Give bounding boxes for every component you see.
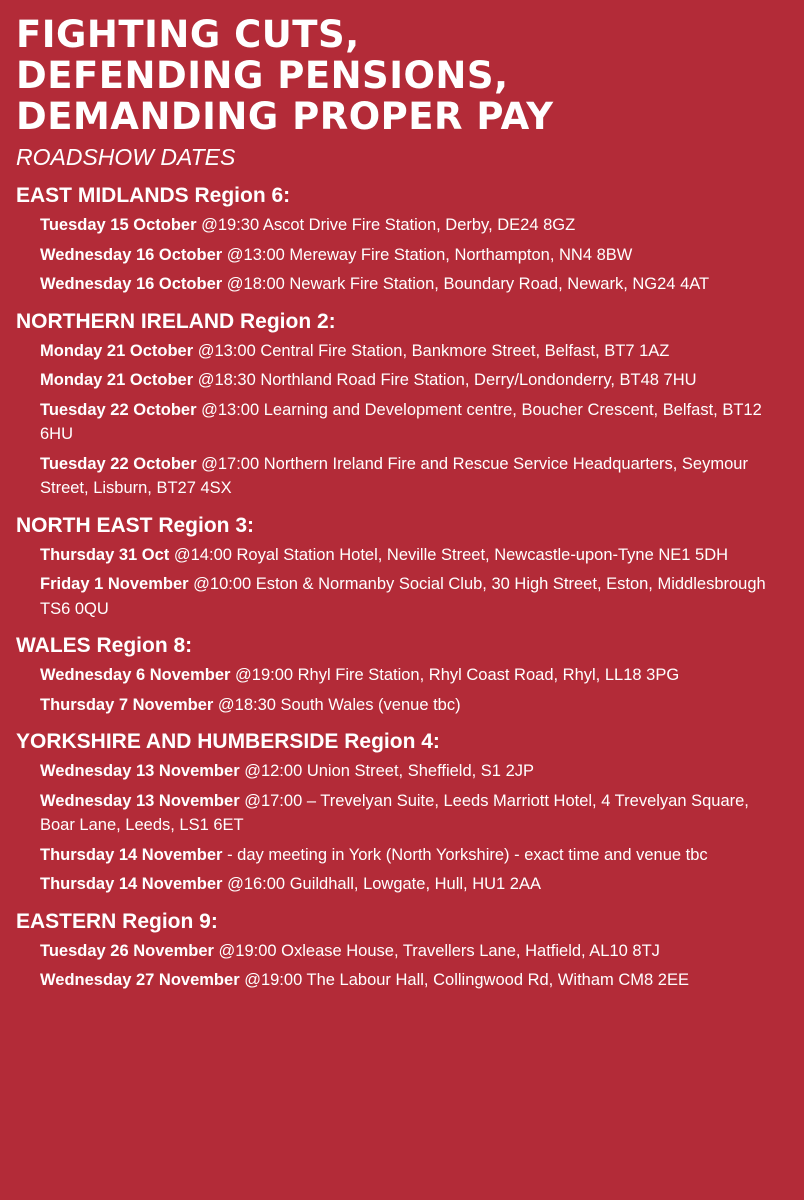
event-date: Tuesday 22 October	[40, 454, 197, 473]
region-heading: YORKSHIRE AND HUMBERSIDE Region 4:	[16, 730, 440, 753]
region-section	[16, 633, 786, 717]
event-date: Wednesday 6 November	[40, 666, 231, 684]
region-heading: EASTERN Region 9:	[16, 909, 218, 933]
poster-title	[16, 14, 786, 137]
title-line-3: DEMANDING PROPER PAY	[16, 95, 554, 138]
event-details: @18:30 South Wales (venue tbc)	[213, 695, 461, 714]
title-line-2: DEFENDING PENSIONS,	[16, 54, 509, 97]
event-date: Thursday 14 November	[40, 845, 223, 864]
event-details: @19:00 The Labour Hall, Collingwood Rd, Witham CM8 2EE	[239, 971, 689, 989]
event-details: @12:00 Union Street, Sheffield, S1 2JP	[239, 762, 534, 780]
event-list	[40, 939, 786, 993]
event-date: Wednesday 13 November	[40, 762, 240, 780]
region-heading: NORTH EAST Region 3:	[16, 513, 255, 537]
event-item	[40, 663, 786, 688]
event-item	[40, 452, 786, 501]
event-details: - day meeting in York (North Yorkshire) - exact time and venue tbc	[222, 845, 708, 864]
region-heading: WALES Region 8:	[16, 634, 193, 657]
event-details: @16:00 Guildhall, Lowgate, Hull, HU1 2AA	[222, 875, 541, 893]
event-details: @19:30 Ascot Drive Fire Station, Derby, DE24 8GZ	[196, 216, 576, 234]
event-item	[40, 843, 786, 868]
event-date: Tuesday 22 October	[40, 400, 197, 419]
event-date: Tuesday 26 November	[40, 941, 214, 960]
event-item	[40, 213, 786, 238]
event-date: Thursday 7 November	[40, 695, 214, 714]
event-details: @18:00 Newark Fire Station, Boundary Road, Newark, NG24 4AT	[222, 275, 710, 293]
event-date: Friday 1 November	[40, 575, 189, 593]
event-details: @18:30 Northland Road Fire Station, Derry/Londonderry, BT48 7HU	[193, 371, 697, 389]
event-item	[40, 759, 786, 784]
event-date: Wednesday 16 October	[40, 275, 223, 293]
region-section	[16, 309, 786, 501]
event-date: Wednesday 16 October	[40, 245, 223, 264]
region-heading: NORTHERN IRELAND Region 2:	[16, 309, 336, 333]
event-details: @10:00 Eston & Normanby Social Club, 30 High Street, Eston, Middlesbrough TS6 0QU	[40, 575, 766, 618]
event-item	[40, 398, 786, 447]
event-date: Monday 21 October	[40, 341, 194, 360]
event-item	[40, 243, 786, 268]
region-heading: EAST MIDLANDS Region 6:	[16, 184, 291, 207]
event-list	[40, 663, 786, 717]
event-item	[40, 339, 786, 364]
title-line-1: FIGHTING CUTS,	[16, 13, 360, 56]
event-list	[40, 543, 786, 622]
region-section	[16, 729, 786, 897]
event-date: Wednesday 13 November	[40, 791, 240, 810]
event-details: @19:00 Rhyl Fire Station, Rhyl Coast Road, Rhyl, LL18 3PG	[230, 666, 680, 684]
event-list	[40, 759, 786, 897]
event-item	[40, 693, 786, 718]
region-section	[16, 513, 786, 622]
event-item	[40, 872, 786, 897]
region-section	[16, 183, 786, 297]
regions-list	[16, 183, 786, 993]
event-date: Wednesday 27 November	[40, 971, 240, 989]
event-item	[40, 368, 786, 393]
event-details: @13:00 Central Fire Station, Bankmore Street, Belfast, BT7 1AZ	[193, 341, 670, 360]
event-details: @17:00 – Trevelyan Suite, Leeds Marriott Hotel, 4 Trevelyan Square, Boar Lane, Leeds, LS1 6ET	[40, 791, 749, 834]
event-item	[40, 789, 786, 838]
event-date: Monday 21 October	[40, 371, 194, 389]
event-date: Tuesday 15 October	[40, 216, 197, 234]
event-details: @14:00 Royal Station Hotel, Neville Street, Newcastle-upon-Tyne NE1 5DH	[169, 545, 729, 564]
event-item	[40, 939, 786, 964]
event-details: @13:00 Mereway Fire Station, Northampton, NN4 8BW	[222, 245, 633, 264]
event-details: @13:00 Learning and Development centre, Boucher Crescent, Belfast, BT12 6HU	[40, 400, 762, 443]
event-item	[40, 272, 786, 297]
region-section	[16, 909, 786, 993]
event-item	[40, 572, 786, 621]
event-list	[40, 213, 786, 297]
event-item	[40, 543, 786, 568]
poster-subtitle: ROADSHOW DATES	[16, 144, 236, 170]
event-item	[40, 968, 786, 993]
event-date: Thursday 14 November	[40, 875, 223, 893]
event-details: @17:00 Northern Ireland Fire and Rescue Service Headquarters, Seymour Street, Lisburn, BT27 4SX	[40, 454, 748, 497]
event-details: @19:00 Oxlease House, Travellers Lane, Hatfield, AL10 8TJ	[213, 941, 660, 960]
event-date: Thursday 31 Oct	[40, 545, 170, 564]
event-list	[40, 339, 786, 501]
